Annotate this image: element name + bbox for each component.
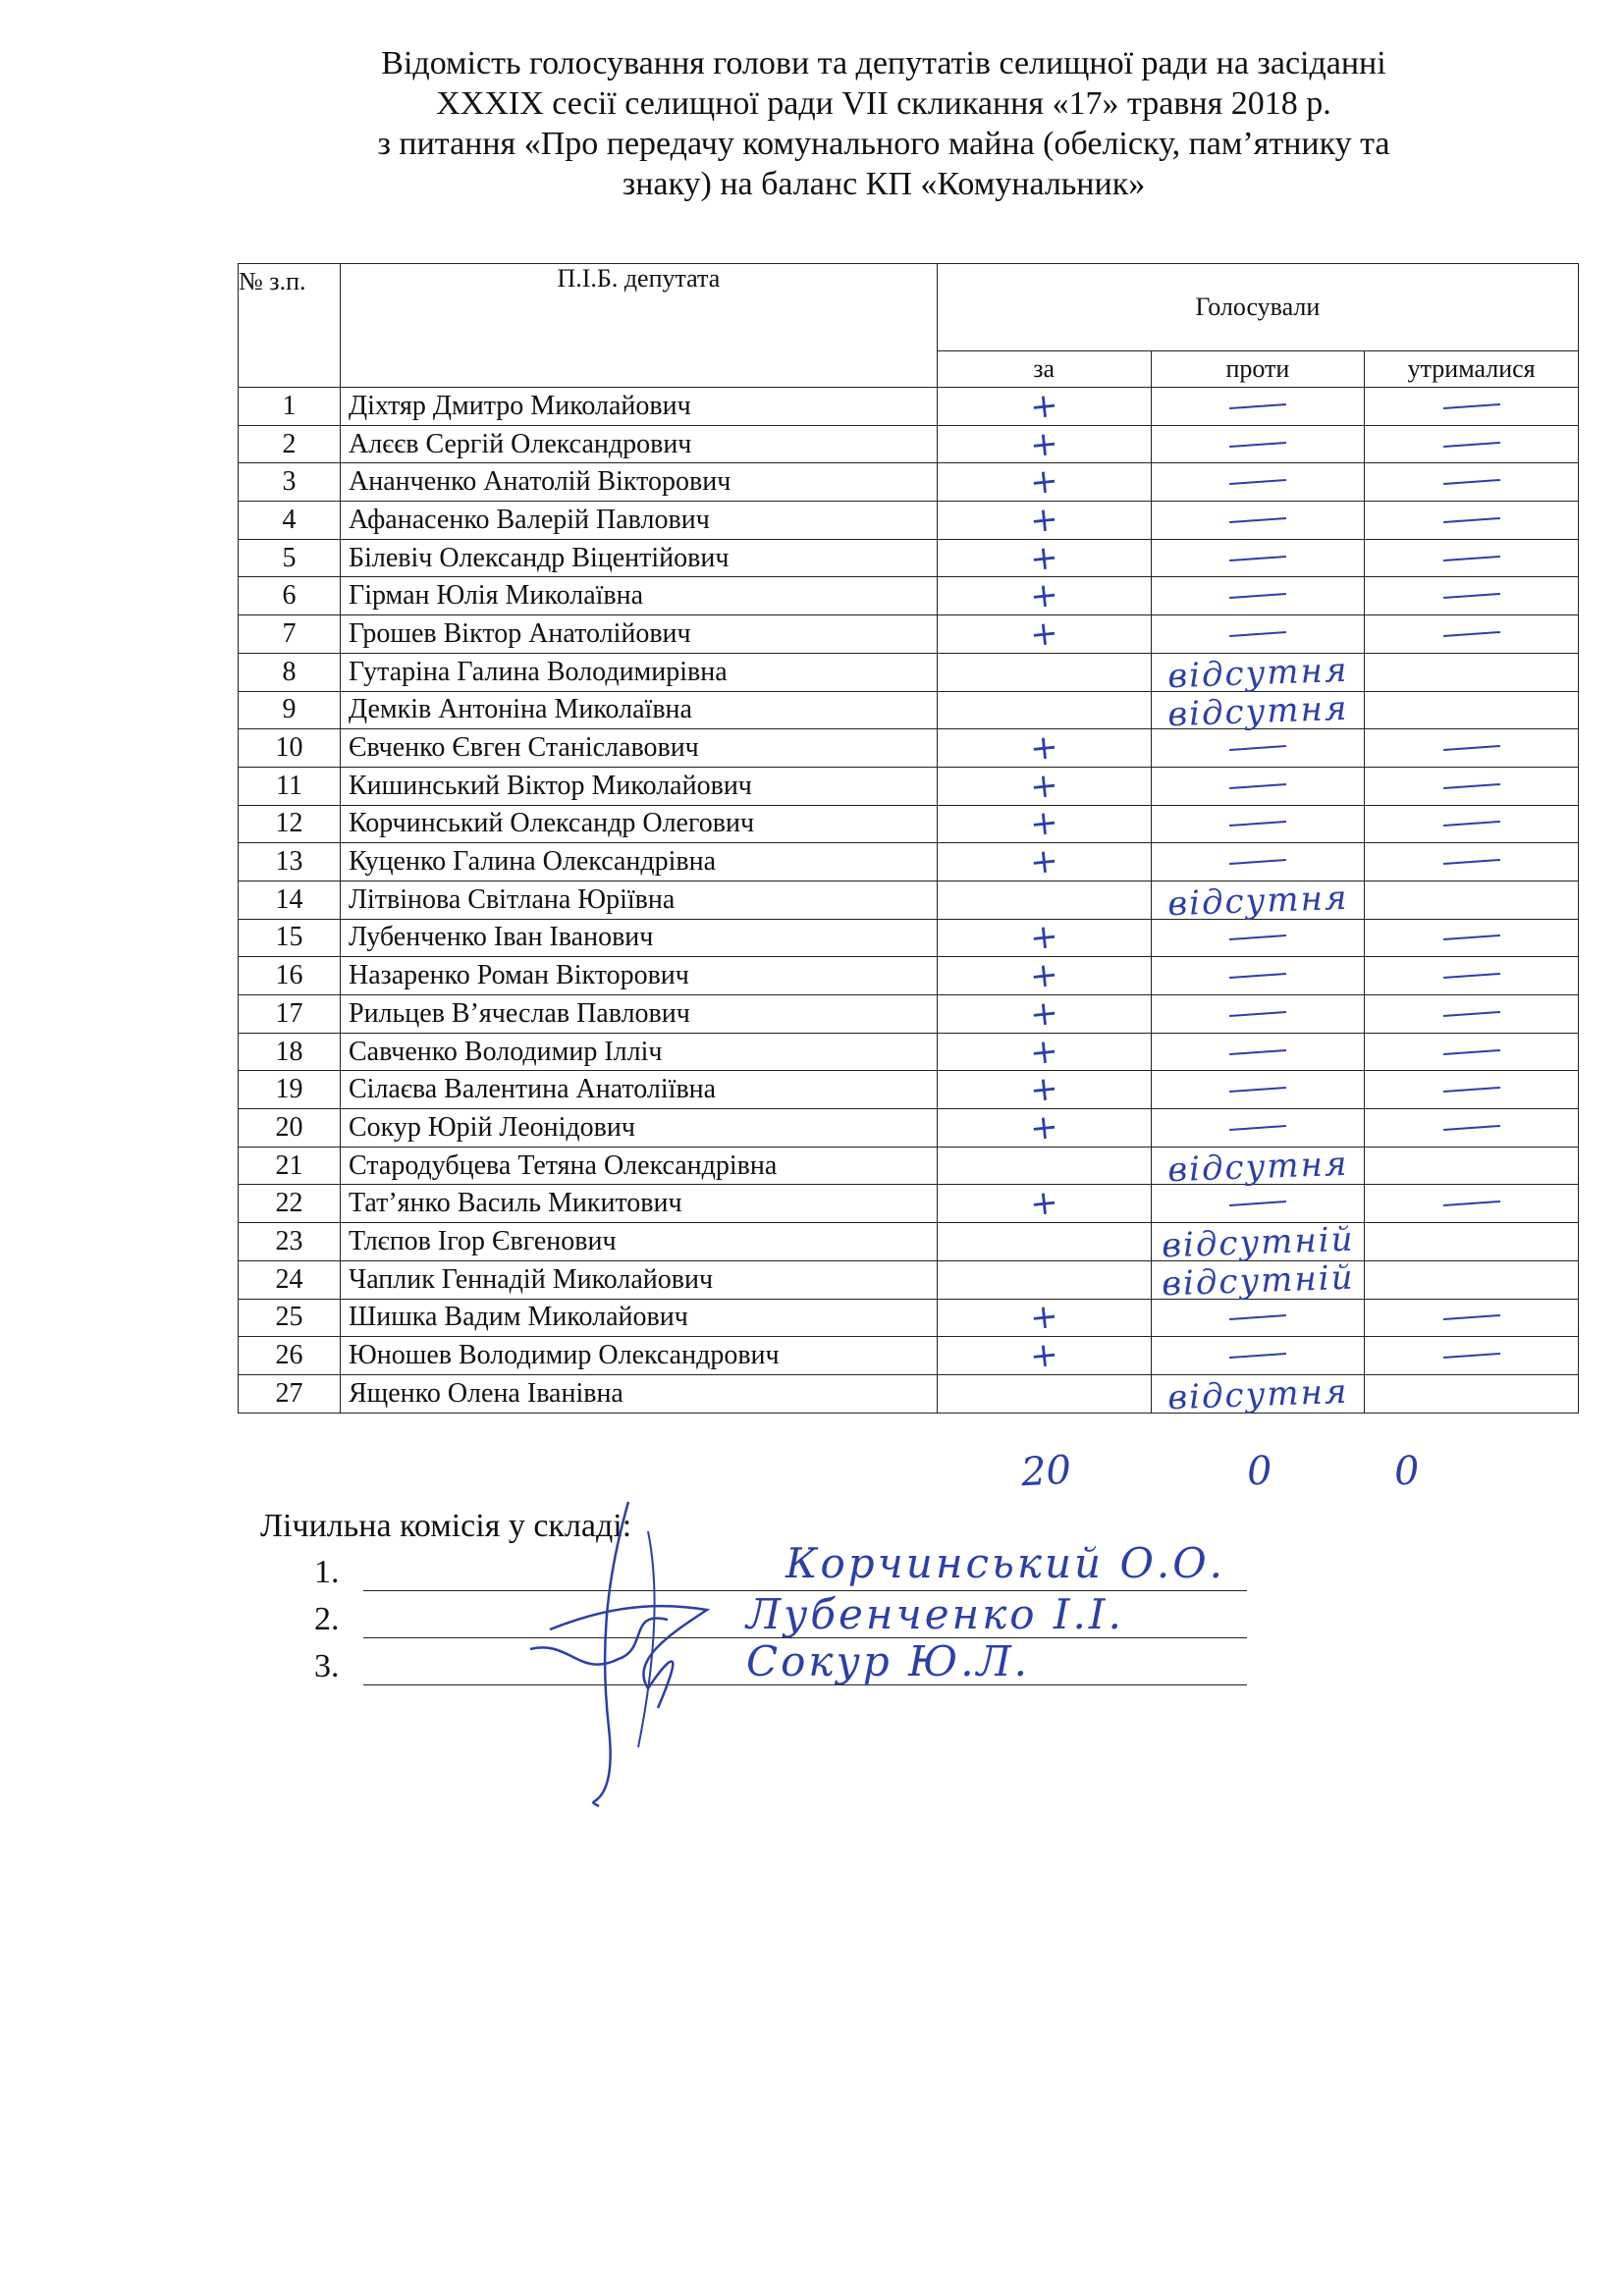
title-line-1: Відомість голосування голови та депутатів селищної ради на засіданні: [381, 45, 1386, 81]
document-title: [245, 43, 1522, 204]
absent-note: відсутня: [1166, 688, 1349, 734]
total-for: 20: [1019, 1447, 1073, 1496]
signature-scribble: [511, 1492, 766, 1816]
vote-for-cell: [937, 1223, 1151, 1261]
plus-mark-icon: +: [1027, 840, 1060, 883]
vote-totals: [0, 1449, 1624, 1498]
vote-against-cell: [1151, 463, 1365, 502]
vote-against-cell: [1151, 502, 1365, 540]
vote-abstain-cell: [1365, 919, 1579, 957]
deputy-name: Сілаєва Валентина Анатоліївна: [341, 1071, 938, 1109]
table-row: [239, 1374, 1579, 1413]
vote-abstain-cell: [1365, 1033, 1579, 1071]
vote-abstain-cell: [1365, 1071, 1579, 1109]
vote-against-cell: [1151, 650, 1365, 697]
vote-abstain-cell: [1365, 1299, 1579, 1337]
row-number: 17: [239, 995, 341, 1034]
deputy-name: Кишинський Віктор Миколайович: [341, 767, 938, 805]
col-header-against: проти: [1151, 351, 1365, 388]
row-number: 16: [239, 957, 341, 995]
dash-mark-icon: [1229, 517, 1286, 523]
table-row: [239, 1337, 1579, 1375]
vote-for-cell: [937, 1106, 1151, 1149]
vote-against-cell: [1151, 957, 1365, 995]
deputy-name: Алєєв Сергій Олександрович: [341, 425, 938, 463]
deputy-name: Гутаріна Галина Володимирівна: [341, 653, 938, 691]
dash-mark-icon: [1229, 1049, 1286, 1055]
dash-mark-icon: [1229, 745, 1286, 751]
dash-mark-icon: [1229, 1314, 1286, 1320]
vote-abstain-cell: [1365, 1147, 1579, 1185]
dash-mark-icon: [1229, 973, 1286, 979]
vote-against-cell: [1151, 878, 1365, 925]
table-row: [239, 577, 1579, 615]
table-row: [239, 1109, 1579, 1148]
row-number: 5: [239, 539, 341, 577]
vote-abstain-cell: [1365, 1374, 1579, 1413]
vote-against-cell: [1151, 805, 1365, 843]
dash-mark-icon: [1229, 821, 1286, 827]
dash-mark-icon: [1443, 1201, 1500, 1206]
plus-mark-icon: +: [1027, 803, 1060, 845]
deputy-name: Назаренко Роман Вікторович: [341, 957, 938, 995]
absent-note: відсутній: [1161, 1219, 1355, 1266]
plus-mark-icon: +: [1027, 537, 1060, 579]
plus-mark-icon: +: [1027, 1296, 1060, 1339]
plus-mark-icon: +: [1027, 385, 1060, 428]
dash-mark-icon: [1229, 593, 1286, 599]
dash-mark-icon: [1443, 593, 1500, 599]
col-header-for: за: [937, 351, 1151, 388]
table-row: [239, 1071, 1579, 1109]
dash-mark-icon: [1229, 479, 1286, 485]
table-row: [239, 1223, 1579, 1261]
deputy-name: Тлєпов Ігор Євгенович: [341, 1223, 938, 1261]
row-number: 14: [239, 881, 341, 919]
table-row: [239, 1260, 1579, 1299]
absent-note: відсутня: [1166, 878, 1349, 925]
commission-number-1: 1.: [314, 1554, 340, 1590]
deputy-name: Савченко Володимир Ілліч: [341, 1033, 938, 1071]
table-row: [239, 805, 1579, 843]
row-number: 6: [239, 577, 341, 615]
plus-mark-icon: +: [1027, 917, 1060, 959]
dash-mark-icon: [1443, 1314, 1500, 1320]
row-number: 1: [239, 388, 341, 426]
vote-against-cell: [1151, 1219, 1365, 1266]
plus-mark-icon: +: [1027, 1068, 1060, 1111]
commission-member-3: Сокур Ю.Л.: [746, 1637, 1030, 1685]
row-number: 18: [239, 1033, 341, 1071]
row-number: 25: [239, 1299, 341, 1337]
vote-against-cell: [1151, 1371, 1365, 1418]
col-header-number: № з.п.: [239, 264, 341, 388]
plus-mark-icon: +: [1027, 574, 1060, 617]
vote-abstain-cell: [1365, 729, 1579, 768]
table-row: [239, 729, 1579, 768]
vote-against-cell: [1151, 1109, 1365, 1148]
title-line-3: з питання «Про передачу комунального майна (обеліску, пам’ятнику та: [377, 126, 1390, 162]
dash-mark-icon: [1443, 1125, 1500, 1131]
row-number: 11: [239, 767, 341, 805]
col-header-voted: Голосували: [937, 264, 1578, 351]
deputy-name: Лубенченко Іван Іванович: [341, 919, 938, 957]
deputy-name: Стародубцева Тетяна Олександрівна: [341, 1147, 938, 1185]
dash-mark-icon: [1443, 934, 1500, 940]
vote-against-cell: [1151, 1257, 1365, 1305]
vote-abstain-cell: [1365, 767, 1579, 805]
deputy-name: Демків Антоніна Миколаївна: [341, 691, 938, 729]
vote-against-cell: [1151, 995, 1365, 1034]
plus-mark-icon: +: [1027, 423, 1060, 465]
deputy-name: Куценко Галина Олександрівна: [341, 843, 938, 881]
table-row: [239, 919, 1579, 957]
row-number: 9: [239, 691, 341, 729]
dash-mark-icon: [1229, 403, 1286, 409]
commission-number-3: 3.: [314, 1648, 340, 1684]
commission-number-2: 2.: [314, 1601, 340, 1637]
dash-mark-icon: [1229, 556, 1286, 561]
vote-against-cell: [1151, 425, 1365, 463]
row-number: 8: [239, 653, 341, 691]
dash-mark-icon: [1229, 1087, 1286, 1093]
vote-abstain-cell: [1365, 805, 1579, 843]
dash-mark-icon: [1443, 442, 1500, 448]
total-against: 0: [1245, 1448, 1273, 1495]
row-number: 21: [239, 1147, 341, 1185]
row-number: 27: [239, 1374, 341, 1413]
row-number: 4: [239, 502, 341, 540]
vote-for-cell: [937, 1334, 1151, 1377]
deputy-name: Тат’янко Василь Микитович: [341, 1185, 938, 1223]
plus-mark-icon: +: [1027, 460, 1060, 504]
dash-mark-icon: [1443, 631, 1500, 637]
table-row: [239, 1033, 1579, 1071]
row-number: 13: [239, 843, 341, 881]
vote-for-cell: [937, 653, 1151, 691]
table-body: [239, 385, 1579, 1418]
row-number: 22: [239, 1185, 341, 1223]
table-row: [239, 425, 1579, 463]
vote-against-cell: [1151, 577, 1365, 615]
col-header-name: П.І.Б. депутата: [341, 264, 938, 388]
absent-note: відсутній: [1161, 1257, 1355, 1305]
title-line-4: знаку) на баланс КП «Комунальник»: [622, 166, 1146, 202]
vote-abstain-cell: [1365, 463, 1579, 502]
dash-mark-icon: [1443, 821, 1500, 827]
title-line-2: ХХХІХ сесії селищної ради VІІ скликання «17» травня 2018 р.: [436, 85, 1331, 122]
row-number: 26: [239, 1337, 341, 1375]
col-header-abstain: утрималися: [1365, 351, 1579, 388]
vote-against-cell: [1151, 1185, 1365, 1223]
absent-note: відсутня: [1166, 650, 1349, 697]
table-row: [239, 691, 1579, 729]
vote-abstain-cell: [1365, 1109, 1579, 1148]
plus-mark-icon: +: [1027, 992, 1060, 1036]
deputy-name: Шишка Вадим Миколайович: [341, 1299, 938, 1337]
commission-member-2: Лубенченко І.І.: [746, 1590, 1124, 1638]
vote-against-cell: [1151, 729, 1365, 768]
deputy-name: Діхтяр Дмитро Миколайович: [341, 388, 938, 426]
row-number: 15: [239, 919, 341, 957]
vote-abstain-cell: [1365, 881, 1579, 919]
vote-for-cell: [937, 1374, 1151, 1413]
deputy-name: Ананченко Анатолій Вікторович: [341, 463, 938, 502]
table-row: [239, 502, 1579, 540]
vote-for-cell: [937, 615, 1151, 654]
deputy-name: Афанасенко Валерій Павлович: [341, 502, 938, 540]
dash-mark-icon: [1443, 783, 1500, 789]
plus-mark-icon: +: [1027, 1031, 1060, 1073]
vote-abstain-cell: [1365, 615, 1579, 654]
vote-abstain-cell: [1365, 1260, 1579, 1299]
row-number: 24: [239, 1260, 341, 1299]
vote-abstain-cell: [1365, 539, 1579, 577]
dash-mark-icon: [1229, 1011, 1286, 1017]
dash-mark-icon: [1443, 556, 1500, 561]
vote-against-cell: [1151, 1033, 1365, 1071]
vote-abstain-cell: [1365, 957, 1579, 995]
plus-mark-icon: +: [1027, 499, 1060, 542]
vote-against-cell: [1151, 539, 1365, 577]
vote-abstain-cell: [1365, 843, 1579, 881]
commission-label: Лічильна комісія у складі:: [260, 1508, 632, 1544]
vote-abstain-cell: [1365, 1337, 1579, 1375]
deputy-name: Гірман Юлія Миколаївна: [341, 577, 938, 615]
dash-mark-icon: [1443, 1087, 1500, 1093]
table-row: [239, 615, 1579, 654]
dash-mark-icon: [1229, 859, 1286, 865]
total-abstain: 0: [1392, 1448, 1421, 1495]
row-number: 3: [239, 463, 341, 502]
dash-mark-icon: [1443, 479, 1500, 485]
vote-abstain-cell: [1365, 1185, 1579, 1223]
dash-mark-icon: [1443, 1049, 1500, 1055]
dash-mark-icon: [1443, 859, 1500, 865]
plus-mark-icon: +: [1027, 1106, 1060, 1149]
vote-against-cell: [1151, 1299, 1365, 1337]
vote-abstain-cell: [1365, 1223, 1579, 1261]
vote-abstain-cell: [1365, 653, 1579, 691]
vote-abstain-cell: [1365, 691, 1579, 729]
deputy-name: Білевіч Олександр Віцентійович: [341, 539, 938, 577]
table-row: [239, 653, 1579, 691]
row-number: 2: [239, 425, 341, 463]
vote-against-cell: [1151, 1071, 1365, 1109]
commission-member-1: Корчинський О.О.: [785, 1539, 1226, 1587]
row-number: 12: [239, 805, 341, 843]
table-row: [239, 1147, 1579, 1185]
deputy-name: Рильцев В’ячеслав Павлович: [341, 995, 938, 1034]
vote-abstain-cell: [1365, 502, 1579, 540]
table-row: [239, 881, 1579, 919]
vote-abstain-cell: [1365, 995, 1579, 1034]
plus-mark-icon: +: [1027, 1334, 1060, 1377]
plus-mark-icon: +: [1027, 613, 1060, 656]
plus-mark-icon: +: [1027, 765, 1060, 808]
dash-mark-icon: [1229, 631, 1286, 637]
vote-against-cell: [1151, 919, 1365, 957]
table-row: [239, 388, 1579, 426]
dash-mark-icon: [1443, 1011, 1500, 1017]
dash-mark-icon: [1229, 1125, 1286, 1131]
table-row: [239, 1185, 1579, 1223]
absent-note: відсутня: [1166, 1144, 1349, 1190]
deputy-name: Євченко Євген Станіславович: [341, 729, 938, 768]
deputy-name: Чаплик Геннадій Миколайович: [341, 1260, 938, 1299]
dash-mark-icon: [1229, 1353, 1286, 1359]
dash-mark-icon: [1443, 745, 1500, 751]
dash-mark-icon: [1443, 403, 1500, 409]
dash-mark-icon: [1443, 517, 1500, 523]
row-number: 19: [239, 1071, 341, 1109]
vote-against-cell: [1151, 843, 1365, 881]
deputy-name: Ященко Олена Іванівна: [341, 1374, 938, 1413]
deputy-name: Юношев Володимир Олександрович: [341, 1337, 938, 1375]
dash-mark-icon: [1229, 783, 1286, 789]
row-number: 23: [239, 1223, 341, 1261]
vote-against-cell: [1151, 615, 1365, 654]
table-row: [239, 463, 1579, 502]
table-row: [239, 1299, 1579, 1337]
row-number: 10: [239, 729, 341, 768]
table-row: [239, 995, 1579, 1034]
vote-against-cell: [1151, 688, 1365, 734]
plus-mark-icon: +: [1027, 1182, 1060, 1225]
voting-table: [238, 263, 1579, 1418]
dash-mark-icon: [1443, 1353, 1500, 1359]
vote-for-cell: [937, 1182, 1151, 1225]
row-number: 7: [239, 615, 341, 654]
vote-abstain-cell: [1365, 388, 1579, 426]
row-number: 20: [239, 1109, 341, 1148]
table-row: [239, 767, 1579, 805]
dash-mark-icon: [1229, 1201, 1286, 1206]
table-row: [239, 957, 1579, 995]
plus-mark-icon: +: [1027, 726, 1060, 770]
dash-mark-icon: [1443, 973, 1500, 979]
vote-against-cell: [1151, 1144, 1365, 1190]
deputy-name: Корчинський Олександр Олегович: [341, 805, 938, 843]
dash-mark-icon: [1229, 442, 1286, 448]
vote-against-cell: [1151, 388, 1365, 426]
vote-against-cell: [1151, 767, 1365, 805]
vote-abstain-cell: [1365, 425, 1579, 463]
table-row: [239, 539, 1579, 577]
vote-against-cell: [1151, 1337, 1365, 1375]
dash-mark-icon: [1229, 934, 1286, 940]
absent-note: відсутня: [1166, 1371, 1349, 1418]
vote-abstain-cell: [1365, 577, 1579, 615]
plus-mark-icon: +: [1027, 954, 1060, 997]
deputy-name: Літвінова Світлана Юріївна: [341, 881, 938, 919]
deputy-name: Сокур Юрій Леонідович: [341, 1109, 938, 1148]
vote-for-cell: [937, 840, 1151, 883]
table-row: [239, 843, 1579, 881]
deputy-name: Грошев Віктор Анатолійович: [341, 615, 938, 654]
